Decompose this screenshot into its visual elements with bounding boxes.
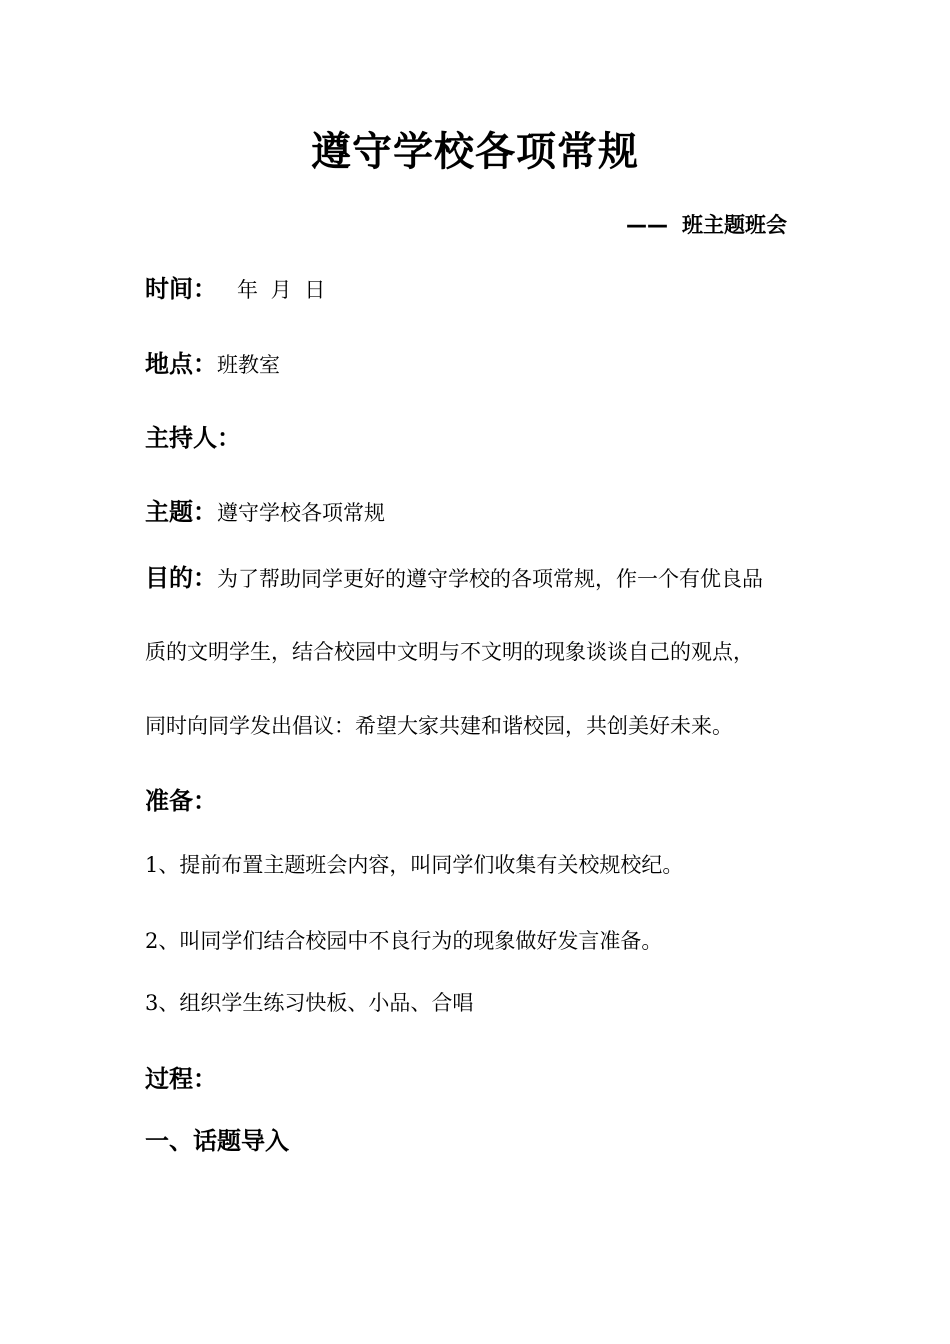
purpose-row <box>145 561 825 598</box>
subtitle-dash: —— <box>626 213 668 237</box>
purpose-label: 目的： <box>145 564 217 592</box>
purpose-line-2: 质的文明学生，结合校园中文明与不文明的现象谈谈自己的观点， <box>145 640 754 664</box>
time-value: 年 月 日 <box>237 278 326 302</box>
host-label: 主持人： <box>145 424 241 452</box>
purpose-line-1: 为了帮助同学更好的遵守学校的各项常规，作一个有优良品 <box>217 567 763 591</box>
place-row <box>145 347 825 384</box>
document-subtitle <box>626 210 787 240</box>
theme-value: 遵守学校各项常规 <box>217 501 385 525</box>
time-label: 时间： <box>145 275 217 303</box>
subtitle-text: 班主题班会 <box>682 213 787 237</box>
process-section-1: 一、话题导入 <box>145 1127 289 1155</box>
host-row <box>145 421 825 458</box>
preparation-heading: 准备： <box>145 787 217 815</box>
place-label: 地点： <box>145 350 217 378</box>
preparation-item-3: 3、组织学生练习快板、小品、合唱 <box>145 991 474 1015</box>
time-row <box>145 272 825 309</box>
purpose-line-3: 同时向同学发出倡议：希望大家共建和谐校园，共创美好未来。 <box>145 714 733 738</box>
preparation-item-1: 1、提前布置主题班会内容，叫同学们收集有关校规校纪。 <box>145 853 684 877</box>
theme-row <box>145 495 825 532</box>
document-title: 遵守学校各项常规 <box>311 129 639 175</box>
theme-label: 主题： <box>145 498 217 526</box>
process-heading: 过程： <box>145 1065 217 1093</box>
place-value: 班教室 <box>217 353 280 377</box>
preparation-item-2: 2、叫同学们结合校园中不良行为的现象做好发言准备。 <box>145 929 663 953</box>
